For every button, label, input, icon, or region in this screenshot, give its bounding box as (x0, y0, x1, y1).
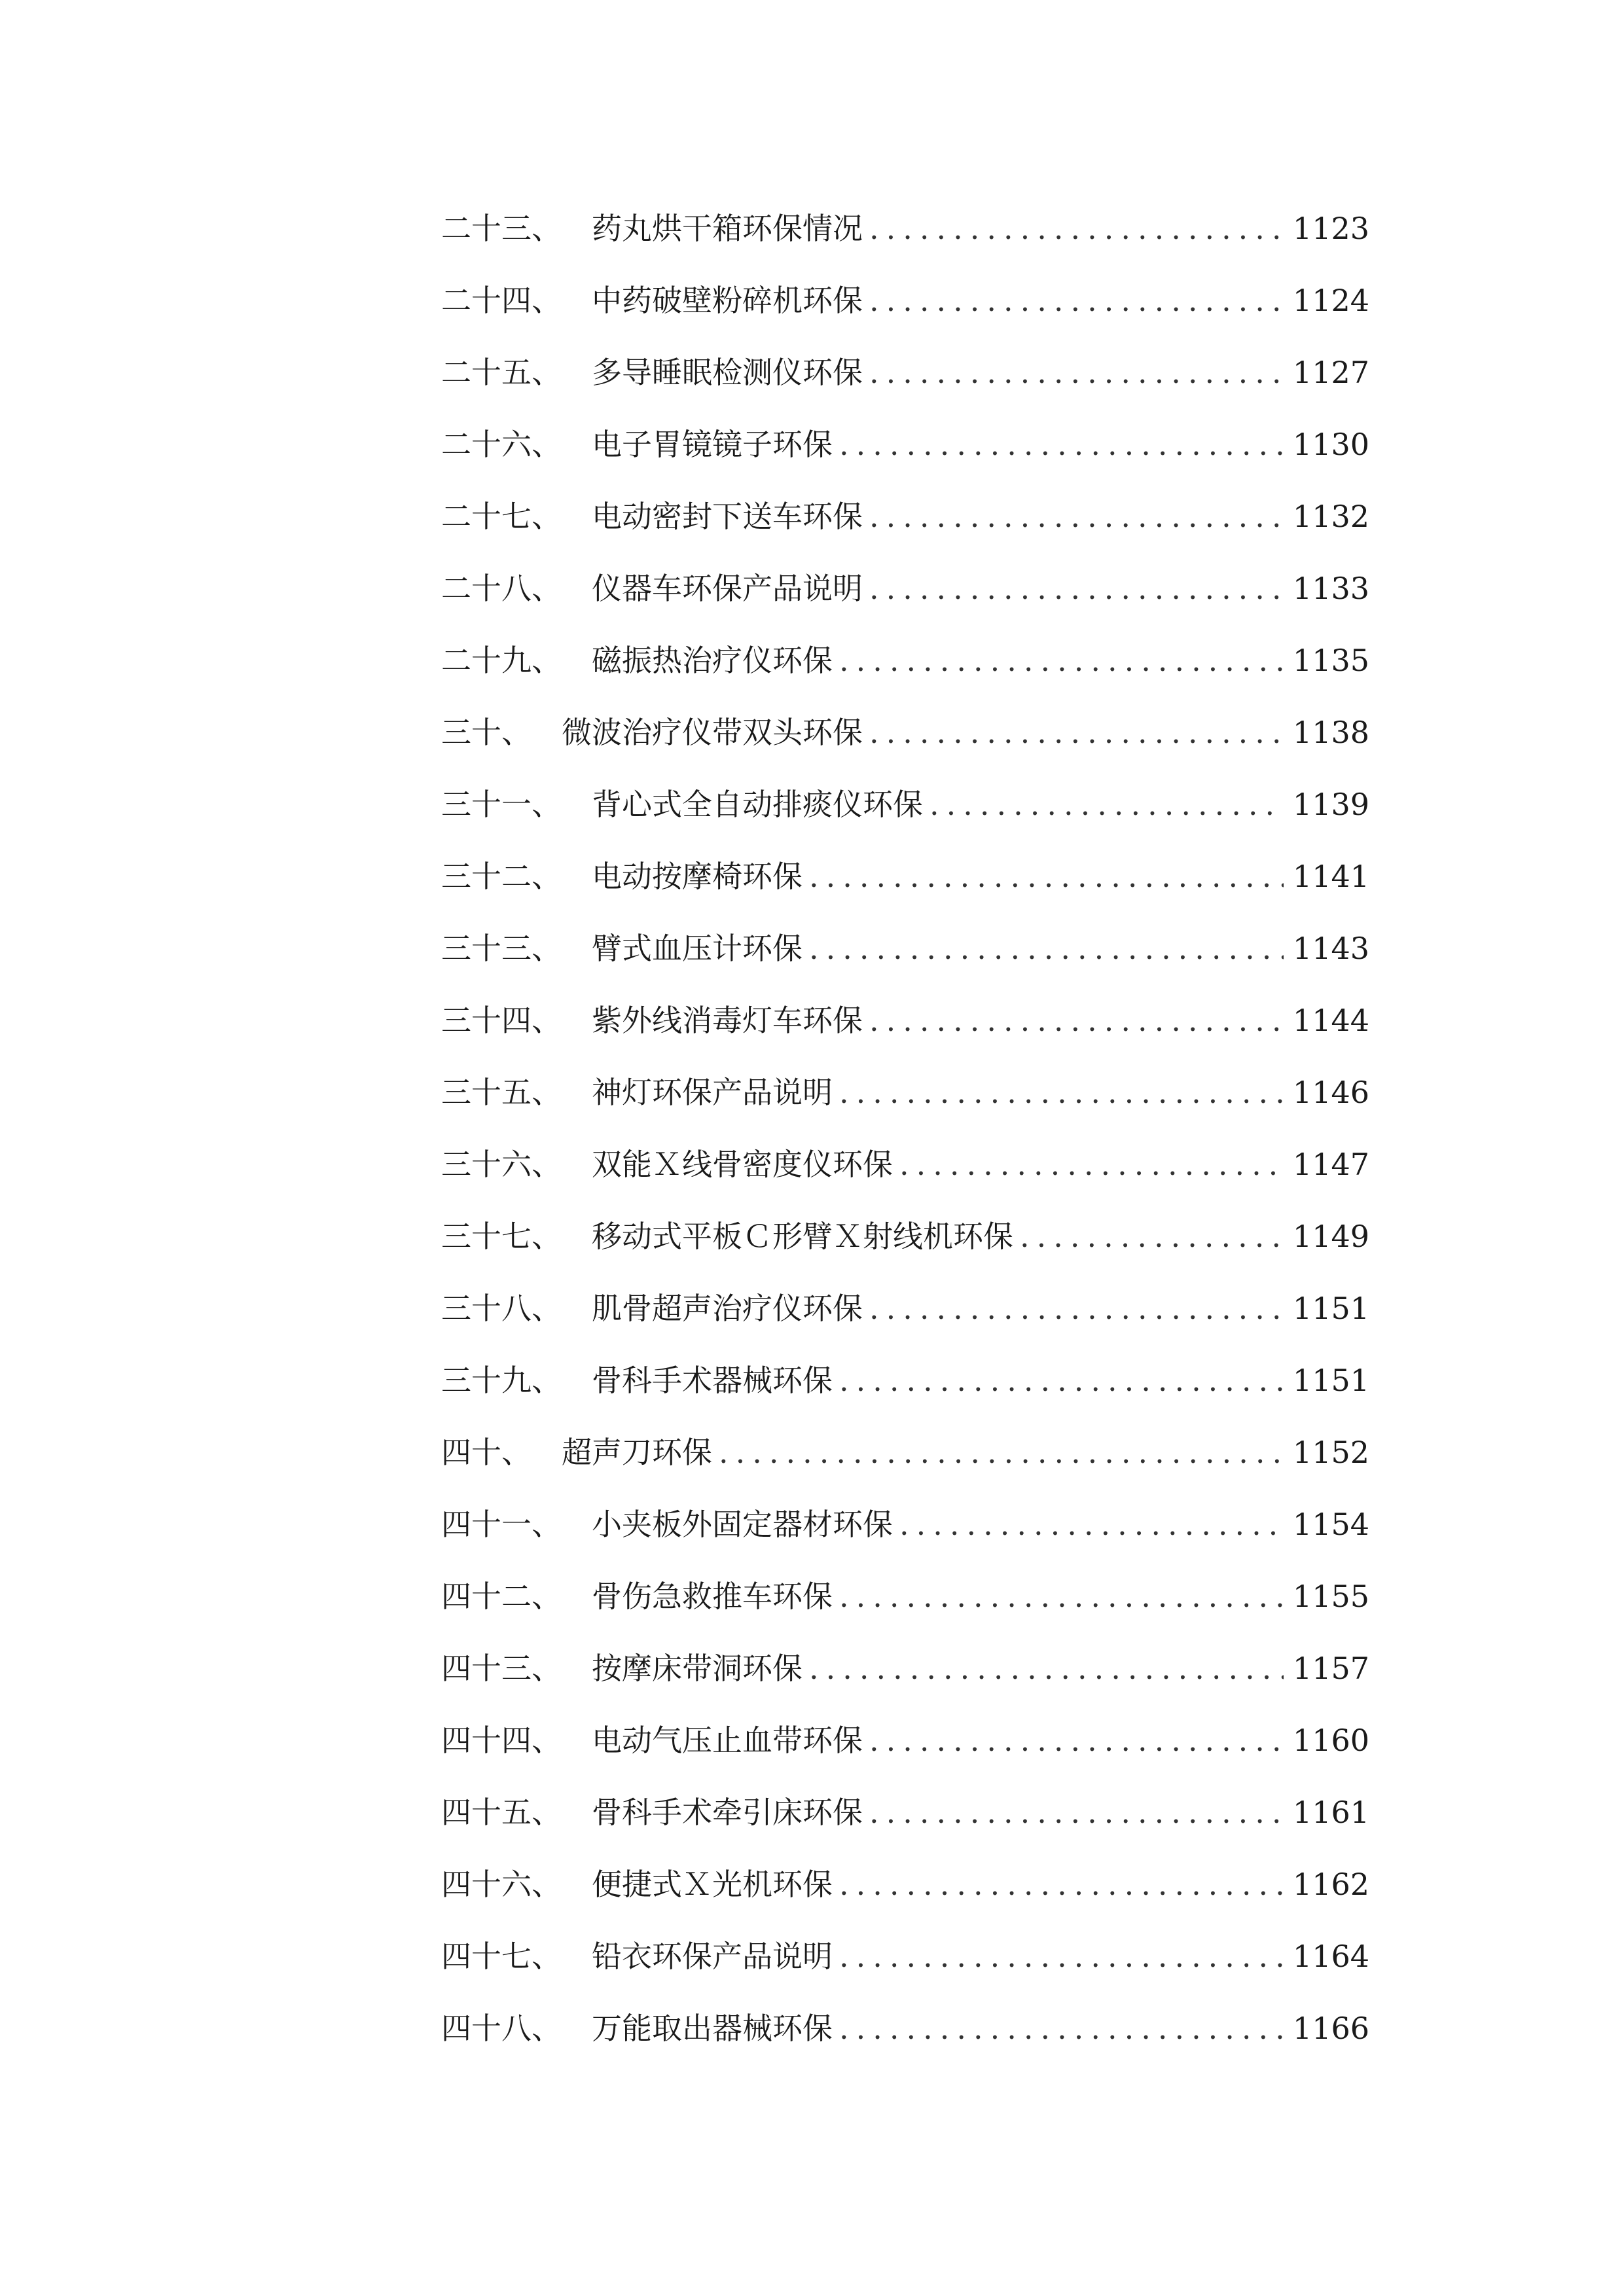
toc-entry[interactable] (441, 192, 1369, 264)
toc-entry-number: 四十六、 (441, 1867, 562, 1902)
toc-entry-title: 按摩床带洞环保 (592, 1651, 803, 1686)
toc-entry[interactable] (441, 1272, 1369, 1344)
toc-entry-page-number: 1151 (1292, 1291, 1369, 1326)
toc-dot-leader (929, 768, 1284, 840)
toc-entry-title: 小夹板外固定器材环保 (592, 1507, 893, 1542)
toc-dot-leader (869, 1272, 1284, 1344)
toc-entry-title: 移动式平板Ｃ形臂Ｘ射线机环保 (592, 1219, 1013, 1254)
toc-dot-leader (839, 624, 1284, 696)
toc-entry-page-number: 1154 (1292, 1507, 1369, 1542)
toc-entry[interactable] (441, 1920, 1369, 1992)
toc-entry-title: 多导睡眠检测仪环保 (592, 355, 863, 390)
toc-entry-page-number: 1152 (1292, 1435, 1369, 1470)
toc-entry[interactable] (441, 984, 1369, 1056)
toc-entry-page-number: 1123 (1292, 211, 1369, 246)
toc-entry-title: 骨科手术牵引床环保 (592, 1795, 863, 1830)
toc-entry-number: 二十六、 (441, 427, 562, 462)
toc-entry[interactable] (441, 1488, 1369, 1560)
toc-entry-number: 二十七、 (441, 499, 562, 534)
toc-entry-page-number: 1133 (1292, 571, 1369, 606)
toc-entry[interactable] (441, 1416, 1369, 1488)
toc-entry-title: 电动按摩椅环保 (592, 859, 803, 894)
toc-entry[interactable] (441, 1344, 1369, 1416)
toc-entry[interactable] (441, 1848, 1369, 1920)
toc-entry[interactable] (441, 1200, 1369, 1272)
toc-dot-leader (839, 408, 1284, 480)
toc-entry-page-number: 1155 (1292, 1579, 1369, 1614)
toc-dot-leader (869, 552, 1284, 624)
toc-entry-number: 二十五、 (441, 355, 562, 390)
toc-dot-leader (869, 696, 1284, 768)
toc-dot-leader (869, 1776, 1284, 1848)
toc-entry[interactable] (441, 552, 1369, 624)
toc-dot-leader (839, 1560, 1284, 1632)
toc-entry-page-number: 1132 (1292, 499, 1369, 534)
toc-entry-title: 骨伤急救推车环保 (592, 1579, 833, 1614)
toc-dot-leader (839, 1344, 1284, 1416)
toc-entry-page-number: 1127 (1292, 355, 1369, 390)
toc-entry-number: 三十二、 (441, 859, 562, 894)
toc-dot-leader (839, 1992, 1284, 2064)
toc-entry-title: 电子胃镜镜子环保 (592, 427, 833, 462)
toc-entry-page-number: 1124 (1292, 283, 1369, 318)
toc-entry-number: 二十八、 (441, 571, 562, 606)
toc-dot-leader (719, 1416, 1284, 1488)
toc-entry-page-number: 1164 (1292, 1939, 1369, 1974)
toc-entry-page-number: 1151 (1292, 1363, 1369, 1398)
toc-entry-number: 三十三、 (441, 931, 562, 966)
toc-entry-number: 三十九、 (441, 1363, 562, 1398)
toc-dot-leader (1020, 1200, 1284, 1272)
toc-entry-number: 四十五、 (441, 1795, 562, 1830)
toc-entry[interactable] (441, 336, 1369, 408)
toc-entry-number: 二十三、 (441, 211, 562, 246)
toc-entry-page-number: 1162 (1292, 1867, 1369, 1902)
toc-entry-title: 电动密封下送车环保 (592, 499, 863, 534)
toc-entry-number: 三十八、 (441, 1291, 562, 1326)
toc-entry-page-number: 1144 (1292, 1003, 1369, 1038)
toc-entry-title: 肌骨超声治疗仪环保 (592, 1291, 863, 1326)
toc-entry-page-number: 1139 (1292, 787, 1369, 822)
toc-entry-page-number: 1147 (1292, 1147, 1369, 1182)
toc-entry-page-number: 1157 (1292, 1651, 1369, 1686)
toc-entry[interactable] (441, 264, 1369, 336)
toc-entry-number: 三十六、 (441, 1147, 562, 1182)
toc-entry-number: 四十一、 (441, 1507, 562, 1542)
toc-entry-title: 神灯环保产品说明 (592, 1075, 833, 1110)
toc-entry-title: 铅衣环保产品说明 (592, 1939, 833, 1974)
toc-dot-leader (869, 264, 1284, 336)
toc-entry-title: 万能取出器械环保 (592, 2011, 833, 2046)
toc-dot-leader (869, 984, 1284, 1056)
toc-dot-leader (869, 336, 1284, 408)
toc-entry[interactable] (441, 408, 1369, 480)
toc-entry-title: 电动气压止血带环保 (592, 1723, 863, 1758)
toc-entry-title: 便捷式Ｘ光机环保 (592, 1867, 833, 1902)
toc-entry-title: 紫外线消毒灯车环保 (592, 1003, 863, 1038)
toc-entry-title: 双能Ｘ线骨密度仪环保 (592, 1147, 893, 1182)
toc-entry[interactable] (441, 1632, 1369, 1704)
toc-entry-number: 三十七、 (441, 1219, 562, 1254)
toc-entry-number: 四十、 (441, 1435, 532, 1470)
toc-entry-page-number: 1146 (1292, 1075, 1369, 1110)
toc-entry[interactable] (441, 840, 1369, 912)
toc-entry-title: 背心式全自动排痰仪环保 (592, 787, 923, 822)
toc-dot-leader (839, 1920, 1284, 1992)
toc-dot-leader (869, 480, 1284, 552)
toc-entry[interactable] (441, 1560, 1369, 1632)
toc-entry[interactable] (441, 1776, 1369, 1848)
toc-entry-number: 四十四、 (441, 1723, 562, 1758)
toc-entry-title: 臂式血压计环保 (592, 931, 803, 966)
toc-dot-leader (809, 1632, 1284, 1704)
toc-entry-number: 三十四、 (441, 1003, 562, 1038)
toc-entry-number: 四十三、 (441, 1651, 562, 1686)
toc-entry[interactable] (441, 1992, 1369, 2064)
table-of-contents (441, 192, 1369, 2064)
toc-entry-number: 四十二、 (441, 1579, 562, 1614)
toc-entry-number: 四十八、 (441, 2011, 562, 2046)
toc-entry[interactable] (441, 1056, 1369, 1128)
toc-entry-page-number: 1138 (1292, 715, 1369, 750)
toc-entry-number: 三十、 (441, 715, 532, 750)
toc-entry-number: 二十九、 (441, 643, 562, 678)
toc-entry-number: 三十一、 (441, 787, 562, 822)
toc-entry-page-number: 1161 (1292, 1795, 1369, 1830)
toc-entry[interactable] (441, 1128, 1369, 1200)
toc-entry-number: 二十四、 (441, 283, 562, 318)
toc-entry-title: 仪器车环保产品说明 (592, 571, 863, 606)
toc-dot-leader (899, 1128, 1284, 1200)
toc-entry-page-number: 1135 (1292, 643, 1369, 678)
toc-entry-page-number: 1130 (1292, 427, 1369, 462)
toc-entry-title: 骨科手术器械环保 (592, 1363, 833, 1398)
toc-dot-leader (869, 1704, 1284, 1776)
toc-entry-page-number: 1166 (1292, 2011, 1369, 2046)
toc-entry[interactable] (441, 696, 1369, 768)
toc-entry-title: 药丸烘干箱环保情况 (592, 211, 863, 246)
toc-entry-title: 微波治疗仪带双头环保 (562, 715, 863, 750)
toc-entry-page-number: 1149 (1292, 1219, 1369, 1254)
toc-entry-title: 中药破壁粉碎机环保 (592, 283, 863, 318)
toc-entry[interactable] (441, 480, 1369, 552)
toc-entry-number: 四十七、 (441, 1939, 562, 1974)
toc-entry[interactable] (441, 624, 1369, 696)
toc-entry-title: 磁振热治疗仪环保 (592, 643, 833, 678)
toc-dot-leader (809, 840, 1284, 912)
toc-dot-leader (869, 192, 1284, 264)
toc-entry[interactable] (441, 768, 1369, 840)
toc-entry[interactable] (441, 1704, 1369, 1776)
toc-dot-leader (839, 1848, 1284, 1920)
toc-dot-leader (809, 912, 1284, 984)
toc-entry-page-number: 1143 (1292, 931, 1369, 966)
toc-entry[interactable] (441, 912, 1369, 984)
toc-entry-title: 超声刀环保 (562, 1435, 712, 1470)
toc-entry-number: 三十五、 (441, 1075, 562, 1110)
toc-entry-page-number: 1160 (1292, 1723, 1369, 1758)
toc-entry-page-number: 1141 (1292, 859, 1369, 894)
toc-dot-leader (899, 1488, 1284, 1560)
toc-dot-leader (839, 1056, 1284, 1128)
